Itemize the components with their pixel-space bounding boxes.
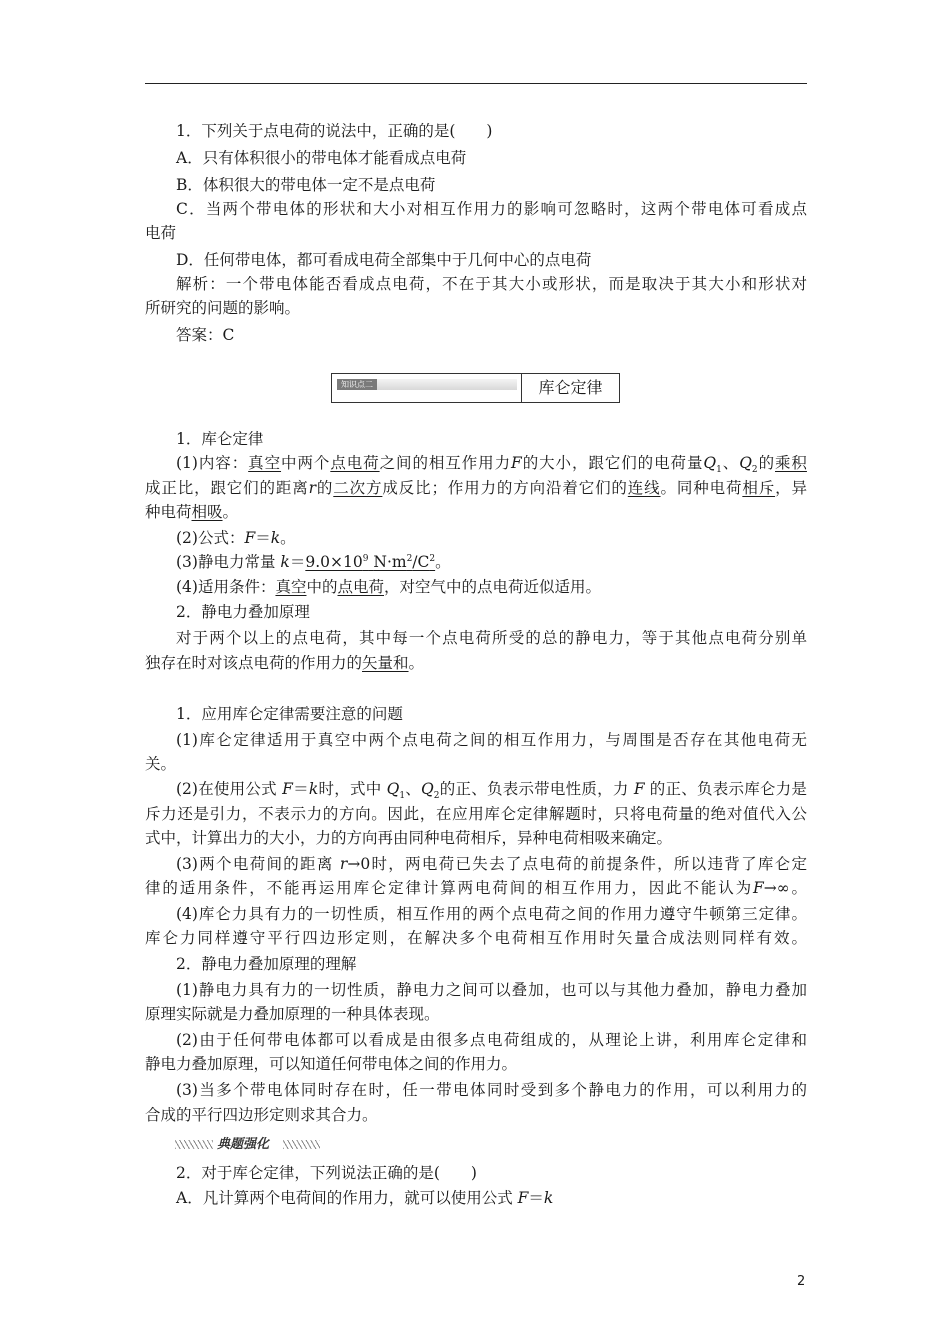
note-m1-line1: (1)静电力具有力的一切性质，静电力之间可以叠加，也可以与其他力叠加，静电力叠加 [176,981,807,999]
note-2-line1: (2)在使用公式 F＝k时，式中 $Q_1$、$Q_2$的正、负表示带电性质，力 F 的正、负表示库仑力是 [176,780,807,802]
q1-option-c-line1: C．当两个带电体的形状和大小对相互作用力的影响可忽略时，这两个带电体可看成点 [176,200,807,218]
note-1-line1: (1)库仑定律适用于真空中两个点电荷之间的相互作用力，与周围是否存在其他电荷无 [176,731,807,749]
notes-heading-1: 1．应用库仑定律需要注意的问题 [176,705,403,723]
section-header [331,373,620,403]
note-m2-line1: (2)由于任何带电体都可以看成是由很多点电荷组成的，从理论上讲，利用库仑定律和 [176,1031,807,1049]
knowledge-content-line1: (1)内容：真空中两个点电荷之间的相互作用力F的大小，跟它们的电荷量$Q_1$、$Q_2$的乘积 [176,454,807,476]
note-3-line1: (3)两个电荷间的距离 r→0时，两电荷已失去了点电荷的前提条件，所以违背了库仑定 [176,855,807,873]
knowledge-heading-2: 2．静电力叠加原理 [176,603,310,621]
section-tag-bar [337,379,517,390]
note-m3-line2: 合成的平行四边形定则求其合力。 [145,1106,378,1124]
note-2-line3: 式中，计算出力的大小，力的方向再由同种电荷相斥，异种电荷相吸来确定。 [145,829,673,847]
note-4-line1: (4)库仑力具有力的一切性质，相互作用的两个点电荷之间的作用力遵守牛顿第三定律。 [176,905,807,923]
constant-value: $9.0\times 10^9$ $N\cdot m^2/C^2$ [305,553,436,571]
knowledge-content-line3: 种电荷相吸。 [145,503,239,521]
q1-option-d: D．任何带电体，都可看成电荷全部集中于几何中心的点电荷 [176,251,592,269]
section-title: 库仑定律 [538,378,603,397]
note-1-line2: 关。 [145,755,177,773]
note-m1-line2: 原理实际就是力叠加原理的一种具体表现。 [145,1005,440,1023]
banner-hatch-right [283,1140,320,1149]
superposition-line1: 对于两个以上的点电荷，其中每一个点电荷所受的总的静电力，等于其他点电荷分别单 [176,629,807,647]
practice-banner-label: 典题强化 [217,1137,270,1152]
q1-analysis-line2: 所研究的问题的影响。 [145,299,301,317]
superposition-line2: 独存在时对该点电荷的作用力的矢量和。 [145,654,425,672]
page-number: 2 [797,1274,806,1289]
banner-hatch-left [175,1140,213,1149]
note-m3-line1: (3)当多个带电体同时存在时，任一带电体同时受到多个静电力的作用，可以利用力的 [176,1081,807,1099]
knowledge-formula: (2)公式：F＝k。 [176,529,296,547]
header-rule [145,83,807,84]
knowledge-content-line2: 成正比，跟它们的距离r的二次方成反比；作用力的方向沿着它们的连线。同种电荷相斥，异 [145,479,807,497]
note-m2-line2: 静电力叠加原理，可以知道任何带电体之间的作用力。 [145,1055,518,1073]
knowledge-condition: (4)适用条件：真空中的点电荷，对空气中的点电荷近似适用。 [176,578,602,596]
q1-stem: 1．下列关于点电荷的说法中，正确的是( ) [176,122,493,140]
notes-heading-2: 2．静电力叠加原理的理解 [176,955,357,973]
q1-answer: 答案：C [176,326,235,344]
section-tag: 知识点二 [337,379,377,390]
practice-banner [175,1136,320,1154]
note-2-line2: 斥力还是引力，不表示力的方向。因此，在应用库仑定律解题时，只将电荷量的绝对值代入公 [145,805,807,823]
knowledge-heading-1: 1．库仑定律 [176,430,264,448]
q1-analysis-line1: 解析：一个带电体能否看成点电荷，不在于其大小或形状，而是取决于其大小和形状对 [176,275,807,293]
q1-option-a: A．只有体积很小的带电体才能看成点电荷 [176,149,467,167]
q2-stem: 2．对于库仑定律，下列说法正确的是( ) [176,1164,477,1182]
knowledge-constant: (3)静电力常量 $k=9.0\times 10^9$ $N\cdot m^2/C^2$。 [176,553,451,571]
q2-option-a: A．凡计算两个电荷间的作用力，就可以使用公式 F＝k [176,1189,554,1207]
note-3-line2: 律的适用条件，不能再运用库仑定律计算两电荷间的相互作用力，因此不能认为F→∞。 [145,879,807,897]
note-4-line2: 库仑力同样遵守平行四边形定则，在解决多个电荷相互作用时矢量合成法则同样有效。 [145,929,807,947]
q1-option-c-line2: 电荷 [145,224,177,242]
q1-option-b: B．体积很大的带电体一定不是点电荷 [176,176,436,194]
